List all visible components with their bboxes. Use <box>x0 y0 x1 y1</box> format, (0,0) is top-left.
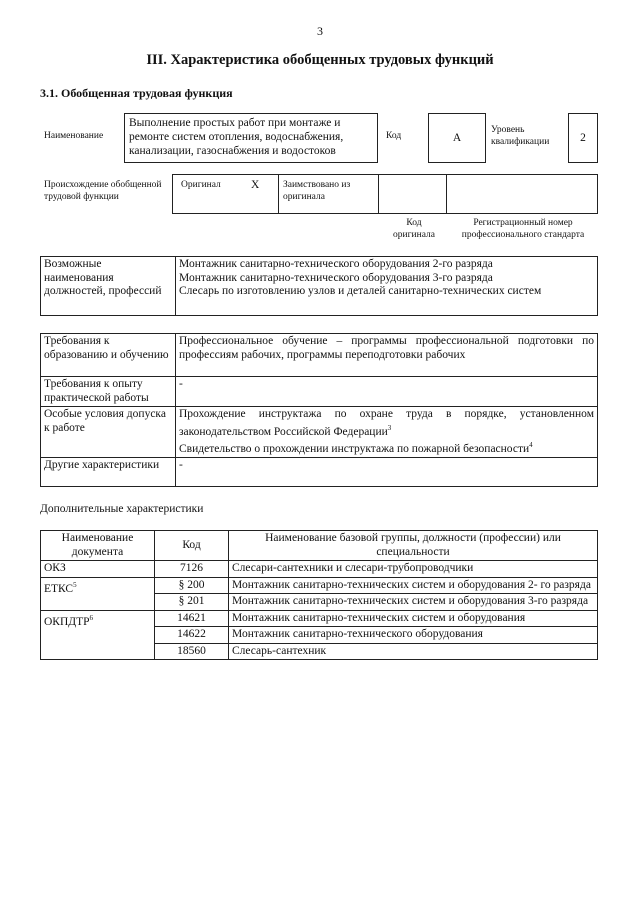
etks-label: ЕТКС <box>44 582 74 595</box>
origin-code-label: Код оригинала <box>393 218 435 240</box>
origin-borrowed-label: Заимствовано из оригинала <box>283 180 351 202</box>
function-name-label: Наименование <box>44 131 104 141</box>
okpdtr-name: Монтажник санитарно-технического оборудования <box>229 627 598 644</box>
position-item: Слесарь по изготовлению узлов и деталей санитарно-технических систем <box>179 285 542 297</box>
additional-heading: Дополнительные характеристики <box>40 503 204 515</box>
qualification-level-box <box>568 113 598 163</box>
positions-table <box>40 256 598 316</box>
footnote-ref: 5 <box>73 580 77 589</box>
etks-code: § 201 <box>155 594 229 611</box>
qualification-level-value: 2 <box>580 132 586 144</box>
position-item: Монтажник санитарно-технического оборудования 3-го разряда <box>179 271 493 284</box>
qualification-level-label: Уровень квалификации <box>491 125 550 147</box>
footnote-ref: 3 <box>387 423 392 432</box>
experience-label: Требования к опыту практической работы <box>41 377 176 407</box>
okpdtr-code: 18560 <box>155 643 229 660</box>
footnote-ref: 4 <box>529 440 533 449</box>
col-header-code: Код <box>155 531 229 561</box>
okpdtr-code: 14621 <box>155 610 229 627</box>
origin-label: Происхождение обобщенной трудовой функции <box>44 180 162 202</box>
col-header-document: Наименование документа <box>41 531 155 561</box>
page-number: 3 <box>317 24 323 38</box>
position-item: Монтажник санитарно-технического оборудования 2-го разряда <box>179 258 493 270</box>
requirements-table <box>40 333 598 487</box>
table-row <box>41 610 598 627</box>
etks-label-cell <box>41 577 155 610</box>
conditions-values <box>176 407 598 458</box>
other-value: - <box>176 458 598 487</box>
experience-value: - <box>176 377 598 407</box>
education-label: Требования к образованию и обучению <box>41 334 176 377</box>
okz-code: 7126 <box>155 561 229 578</box>
okpdtr-code: 14622 <box>155 627 229 644</box>
function-name-value: Выполнение простых работ при монтаже и ремонте систем отопления, водоснабжения, канализации, газоснабжения и водостоков <box>129 117 344 157</box>
function-code-label: Код <box>386 131 402 141</box>
col-header-name: Наименование базовой группы, должности (профессии) или специальности <box>229 531 598 561</box>
origin-original-mark: X <box>251 179 260 191</box>
etks-code: § 200 <box>155 577 229 594</box>
okz-label: ОКЗ <box>41 561 155 578</box>
function-code-box <box>428 113 486 163</box>
etks-name: Монтажник санитарно-технических систем и оборудования 2- го разряда <box>229 577 598 594</box>
conditions-value-2: Свидетельство о прохождении инструктажа по пожарной безопасности <box>179 442 530 455</box>
table-row <box>41 561 598 578</box>
okpdtr-name: Монтажник санитарно-технических систем и оборудования <box>229 610 598 627</box>
function-name-box <box>124 113 378 163</box>
origin-box <box>172 174 598 214</box>
education-value: Профессиональное обучение – программы профессиональной подготовки по профессиям рабочих, программы переподготовки рабочих <box>176 334 598 377</box>
positions-values <box>176 257 598 316</box>
origin-original-label: Оригинал <box>181 180 221 190</box>
conditions-value-1: Прохождение инструктажа по охране труда в порядке, установленном законодательством Российской Федерации <box>179 408 594 438</box>
function-code-value: A <box>452 132 462 144</box>
footnote-ref: 6 <box>89 613 94 622</box>
registration-number-label: Регистрационный номер профессионального стандарта <box>461 218 585 240</box>
subsection-title: 3.1. Обобщенная трудовая функция <box>40 86 233 100</box>
okpdtr-name: Слесарь-сантехник <box>229 643 598 660</box>
okpdtr-label-cell <box>41 610 155 660</box>
section-title: III. Характеристика обобщенных трудовых функций <box>146 52 494 68</box>
conditions-label: Особые условия допуска к работе <box>41 407 176 458</box>
additional-table <box>40 530 598 660</box>
okpdtr-label: ОКПДТР <box>44 615 90 628</box>
other-label: Другие характеристики <box>41 458 176 487</box>
etks-name: Монтажник санитарно-технических систем и оборудования 3-го разряда <box>229 594 598 611</box>
positions-label: Возможные наименования должностей, профессий <box>41 257 176 316</box>
okz-name: Слесари-сантехники и слесари-трубопроводчики <box>229 561 598 578</box>
table-row <box>41 577 598 594</box>
